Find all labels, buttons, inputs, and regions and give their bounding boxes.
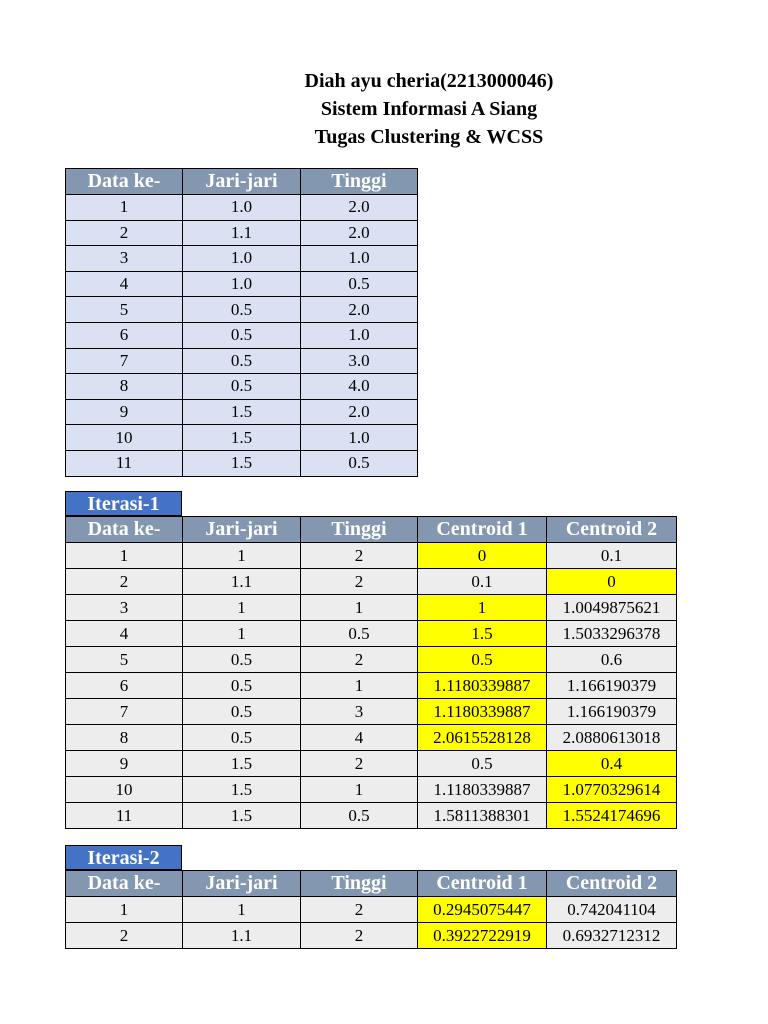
table-cell: 5 [66,647,183,673]
table-cell: 1.0 [183,271,301,297]
table-cell: 2.0 [301,297,418,323]
table-cell: 1.5 [418,621,547,647]
table-cell: 1 [66,195,183,221]
table-cell: 1.0 [301,246,418,272]
table-row [66,425,418,451]
table-cell: 11 [66,450,183,476]
table-cell: 0.6 [547,647,677,673]
table-row [66,923,677,949]
table-cell: 1.1 [183,569,301,595]
table-cell: 0.5 [183,725,301,751]
table-row [66,399,418,425]
table-row [66,803,677,829]
table-cell: 7 [66,348,183,374]
table-cell: 1.5811388301 [418,803,547,829]
table-cell: 1 [418,595,547,621]
table-cell: 0.2945075447 [418,897,547,923]
table-row [66,195,418,221]
column-header: Data ke- [66,871,183,897]
table-cell: 2.0 [301,220,418,246]
table-row [66,647,677,673]
table-cell: 3 [66,246,183,272]
page-title-name: Diah ayu cheria(2213000046) [304,70,554,92]
table-cell: 0.5 [183,322,301,348]
table-cell: 0.5 [418,647,547,673]
table-cell: 3 [66,595,183,621]
table-cell: 1.166190379 [547,673,677,699]
table-cell: 0 [418,543,547,569]
table-cell: 1.5 [183,777,301,803]
table-cell: 0.3922722919 [418,923,547,949]
table-cell: 2 [301,923,418,949]
table-cell: 1.1180339887 [418,673,547,699]
table-cell: 7 [66,699,183,725]
column-header: Tinggi [301,517,418,543]
table-cell: 11 [66,803,183,829]
table-cell: 1 [66,543,183,569]
table-cell: 0 [547,569,677,595]
table-cell: 0.4 [547,751,677,777]
iterasi-2-table [65,870,677,949]
iterasi-1-header-row [66,517,677,543]
table-cell: 2 [66,220,183,246]
table-cell: 1.5 [183,399,301,425]
table-cell: 1.166190379 [547,699,677,725]
column-header: Centroid 1 [418,871,547,897]
table-cell: 2 [66,569,183,595]
table-cell: 1 [183,897,301,923]
column-header: Jari-jari [183,871,301,897]
table-cell: 6 [66,673,183,699]
table-cell: 1.5 [183,450,301,476]
table-cell: 1.0770329614 [547,777,677,803]
table-row [66,271,418,297]
table-cell: 2 [301,897,418,923]
table-row [66,725,677,751]
table-row [66,673,677,699]
column-header: Tinggi [301,169,418,195]
table-row [66,450,418,476]
table-cell: 8 [66,725,183,751]
table-row [66,246,418,272]
table-cell: 9 [66,751,183,777]
table-cell: 1.0 [301,425,418,451]
page-title-class: Sistem Informasi A Siang [320,98,538,120]
table-cell: 0.5 [183,374,301,400]
table-cell: 2 [301,543,418,569]
table-row [66,543,677,569]
table-cell: 0.5 [301,450,418,476]
table-cell: 1 [183,621,301,647]
table-cell: 2.0615528128 [418,725,547,751]
table-cell: 0.5 [418,751,547,777]
table-row [66,569,677,595]
table-cell: 1.1 [183,220,301,246]
column-header: Data ke- [66,169,183,195]
table-cell: 2.0 [301,195,418,221]
table-cell: 9 [66,399,183,425]
table-cell: 0.5 [183,699,301,725]
table-cell: 1 [301,673,418,699]
data-table-header-row [66,169,418,195]
table-cell: 2 [301,569,418,595]
table-cell: 1.0 [301,322,418,348]
table-cell: 6 [66,322,183,348]
iterasi-2-header-row [66,871,677,897]
column-header: Centroid 2 [547,517,677,543]
column-header: Centroid 2 [547,871,677,897]
table-cell: 1.5524174696 [547,803,677,829]
table-row [66,897,677,923]
table-cell: 2 [66,923,183,949]
table-row [66,348,418,374]
table-cell: 0.1 [418,569,547,595]
table-cell: 1.1180339887 [418,699,547,725]
table-cell: 0.5 [183,673,301,699]
table-cell: 8 [66,374,183,400]
table-row [66,699,677,725]
table-cell: 1 [301,595,418,621]
table-cell: 4 [66,621,183,647]
table-cell: 1.1180339887 [418,777,547,803]
data-table [65,168,418,477]
iterasi-1-table [65,516,677,829]
table-cell: 0.5 [301,271,418,297]
table-cell: 4 [66,271,183,297]
table-cell: 3.0 [301,348,418,374]
table-cell: 1.0 [183,246,301,272]
table-row [66,297,418,323]
table-row [66,777,677,803]
table-cell: 1.5 [183,425,301,451]
table-cell: 2 [301,647,418,673]
table-cell: 1.1 [183,923,301,949]
column-header: Jari-jari [183,169,301,195]
table-cell: 10 [66,777,183,803]
iterasi-1-label: Iterasi-1 [65,491,182,516]
table-cell: 0.742041104 [547,897,677,923]
column-header: Centroid 1 [418,517,547,543]
table-cell: 0.5 [183,647,301,673]
table-cell: 0.5 [301,803,418,829]
table-cell: 1 [66,897,183,923]
table-cell: 1.0049875621 [547,595,677,621]
iterasi-2-label: Iterasi-2 [65,845,182,870]
table-row [66,322,418,348]
table-row [66,751,677,777]
table-cell: 2.0 [301,399,418,425]
table-cell: 1.5033296378 [547,621,677,647]
table-cell: 5 [66,297,183,323]
column-header: Tinggi [301,871,418,897]
table-cell: 3 [301,699,418,725]
table-row [66,595,677,621]
table-row [66,374,418,400]
column-header: Jari-jari [183,517,301,543]
table-cell: 1.5 [183,803,301,829]
table-cell: 4.0 [301,374,418,400]
table-cell: 0.5 [301,621,418,647]
column-header: Data ke- [66,517,183,543]
table-row [66,621,677,647]
table-cell: 1.5 [183,751,301,777]
table-row [66,220,418,246]
table-cell: 0.5 [183,297,301,323]
table-cell: 0.5 [183,348,301,374]
table-cell: 10 [66,425,183,451]
table-cell: 1.0 [183,195,301,221]
table-cell: 1 [183,595,301,621]
table-cell: 0.1 [547,543,677,569]
table-cell: 0.6932712312 [547,923,677,949]
table-cell: 2 [301,751,418,777]
page-title-task: Tugas Clustering & WCSS [314,126,544,148]
table-cell: 2.0880613018 [547,725,677,751]
table-cell: 1 [183,543,301,569]
table-cell: 4 [301,725,418,751]
table-cell: 1 [301,777,418,803]
